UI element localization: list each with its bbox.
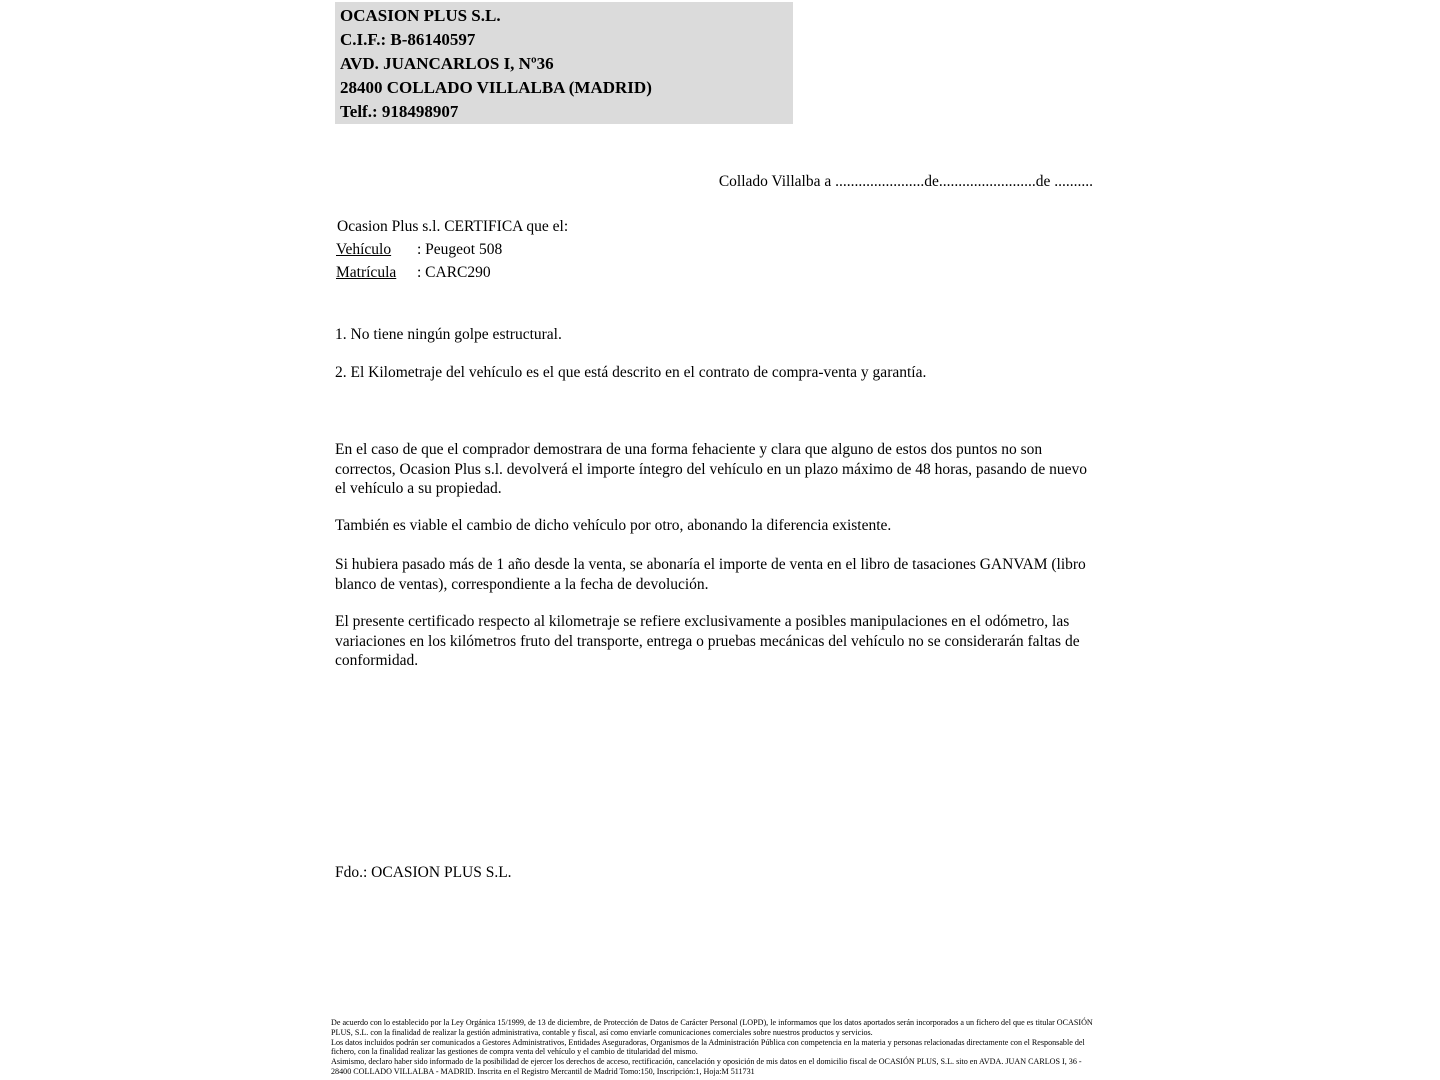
certified-point-2: 2. El Kilometraje del vehículo es el que está descrito en el contrato de compra-venta y garantía. <box>335 364 927 381</box>
certified-point-1: 1. No tiene ningún golpe estructural. <box>335 326 562 343</box>
terms-paragraph-2: También es viable el cambio de dicho vehículo por otro, abonando la diferencia existente. <box>335 517 892 534</box>
company-city: 28400 COLLADO VILLALBA (MADRID) <box>340 78 652 97</box>
plate-row <box>336 263 491 283</box>
company-name: OCASION PLUS S.L. <box>340 6 501 25</box>
plate-label: Matrícula <box>336 264 397 281</box>
legal-paragraph-2: Los datos incluidos podrán ser comunicados a Gestores Administrativos, Entidades Aseguradoras, Organismos de la Administración Pública con competencia en la materia y personas relacionadas directamente con el Responsable del fichero, con la finalidad realizar las gestiones de compra venta del vehículo y el cambio de titularidad del mismo. <box>331 1037 1085 1057</box>
terms-paragraph-4: El presente certificado respecto al kilometraje se refiere exclusivamente a posibles manipulaciones en el odómetro, las variaciones en los kilómetros fruto del transporte, entrega o pruebas mecánicas del vehículo no se considerarán faltas de conformidad. <box>335 613 1080 669</box>
vehicle-value: : Peugeot 508 <box>417 241 503 258</box>
legal-paragraph-3: Asimismo, declaro haber sido informado de la posibilidad de ejercer los derechos de acceso, rectificación, cancelación y oposición de mis datos en el domicilio fiscal de OCASIÓN PLUS, S.L. sito en AVDA. JUAN CARLOS I, 36 - 28400 COLLADO VILLALBA - MADRID. Inscrita en el Registro Mercantil de Madrid Tomo:150, Inscripción:1, Hoja:M 511731 <box>331 1057 1082 1076</box>
signature-line: Fdo.: OCASION PLUS S.L. <box>335 864 512 881</box>
legal-footer <box>331 1018 1103 1077</box>
vehicle-label: Vehículo <box>336 241 392 258</box>
company-header-box <box>335 2 793 124</box>
plate-value: : CARC290 <box>417 264 491 281</box>
date-line: Collado Villalba a .......................de.........................de .......... <box>718 173 1093 190</box>
company-address: AVD. JUANCARLOS I, Nº36 <box>340 54 554 73</box>
certifies-intro: Ocasion Plus s.l. CERTIFICA que el: <box>337 218 569 235</box>
legal-paragraph-1: De acuerdo con lo establecido por la Ley Orgánica 15/1999, de 13 de diciembre, de Protección de Datos de Carácter Personal (LOPD), le informamos que los datos aportados serán incorporados a un fichero del que es titular OCASIÓN PLUS, S.L. con la finalidad de realizar la gestión administrativa, contable y fiscal, así como enviarle comunicaciones comerciales sobre nuestros productos y servicios. <box>331 1018 1093 1037</box>
company-cif: C.I.F.: B-86140597 <box>340 30 476 49</box>
vehicle-row <box>336 240 502 260</box>
terms-paragraph-3: Si hubiera pasado más de 1 año desde la venta, se abonaría el importe de venta en el libro de tasaciones GANVAM (libro blanco de ventas), correspondiente a la fecha de devolución. <box>335 556 1086 593</box>
terms-paragraph-1: En el caso de que el comprador demostrara de una forma fehaciente y clara que alguno de estos dos puntos no son correctos, Ocasion Plus s.l. devolverá el importe íntegro del vehículo en un plazo máximo de 48 horas, pasando de nuevo el vehículo a su propiedad. <box>335 441 1087 497</box>
company-phone: Telf.: 918498907 <box>340 102 459 121</box>
